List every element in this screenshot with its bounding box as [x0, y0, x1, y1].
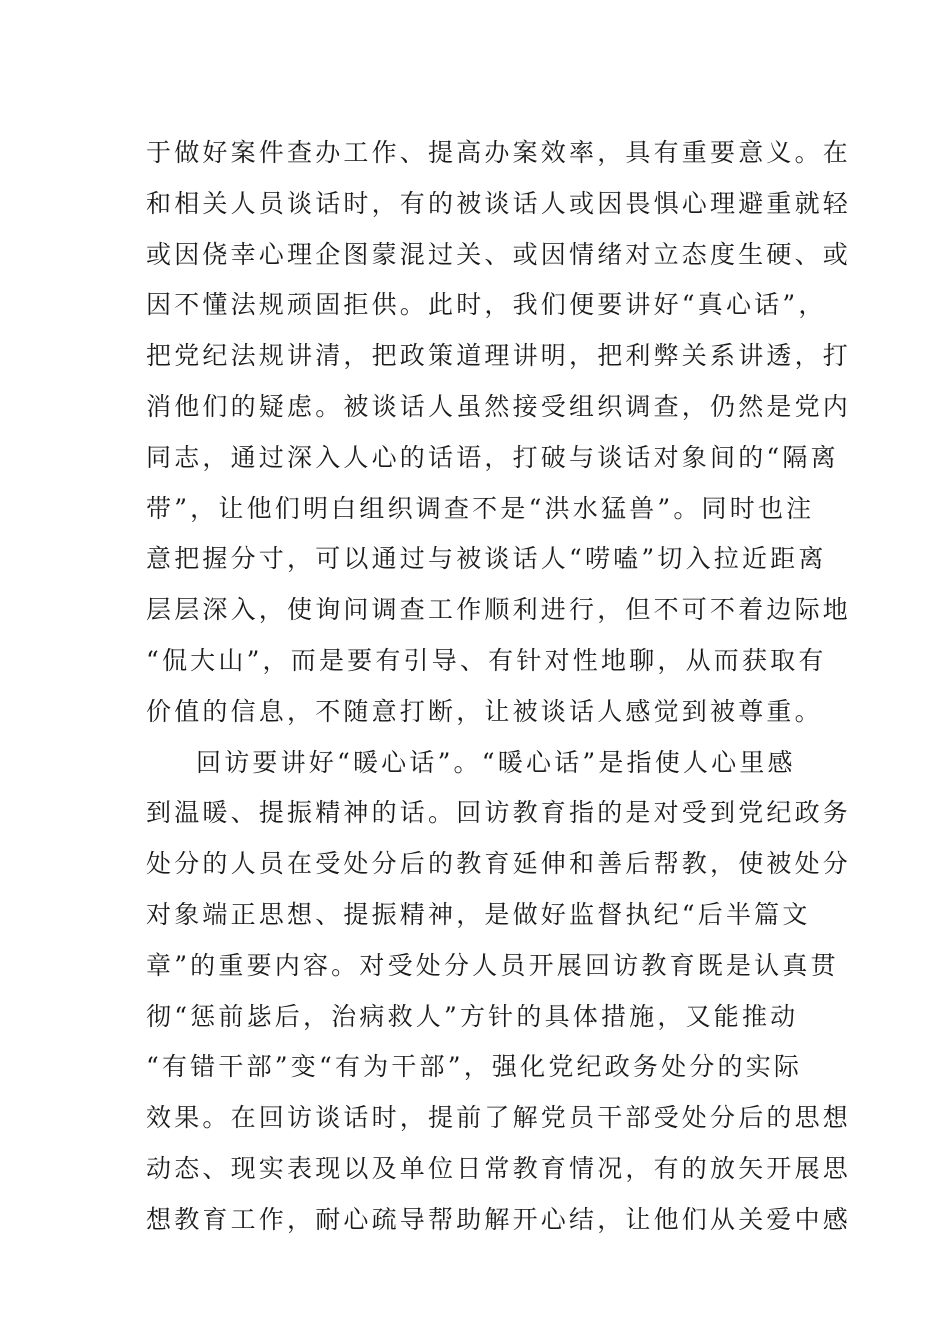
text-line: 和相关人员谈话时，有的被谈话人或因畏惧心理避重就轻	[146, 188, 852, 218]
text-line: 意把握分寸，可以通过与被谈话人“唠嗑”切入拉近距离	[146, 544, 827, 574]
text-line: “侃大山”，而是要有引导、有针对性地聊，从而获取有	[146, 645, 827, 675]
text-line: 于做好案件查办工作、提高办案效率，具有重要意义。在	[146, 138, 852, 167]
text-line: 回访要讲好“暖心话”。“暖心话”是指使人心里感	[196, 747, 796, 777]
text-line: 价值的信息，不随意打断，让被谈话人感觉到被尊重。	[146, 696, 823, 726]
text-line: 因不懂法规顽固拒供。此时，我们便要讲好“真心话”，	[146, 290, 827, 320]
text-line: 带”，让他们明白组织调查不是“洪水猛兽”。同时也注	[146, 493, 815, 523]
text-line: 对象端正思想、提振精神，是做好监督执纪“后半篇文	[146, 899, 811, 929]
text-line: 彻“惩前毖后，治病救人”方针的具体措施，又能推动	[146, 1001, 799, 1031]
text-line: 或因侥幸心理企图蒙混过关、或因情绪对立态度生硬、或	[146, 239, 852, 269]
text-line: 消他们的疑虑。被谈话人虽然接受组织调查，仍然是党内	[146, 391, 852, 421]
text-line: “有错干部”变“有为干部”，强化党纪政务处分的实际	[146, 1052, 803, 1082]
text-line: 动态、现实表现以及单位日常教育情况，有的放矢开展思	[146, 1153, 852, 1183]
text-line: 处分的人员在受处分后的教育延伸和善后帮教，使被处分	[146, 849, 852, 879]
text-line: 层层深入，使询问调查工作顺利进行，但不可不着边际地	[146, 595, 852, 625]
text-line: 同志，通过深入人心的话语，打破与谈话对象间的“隔离	[146, 442, 839, 472]
text-line: 把党纪法规讲清，把政策道理讲明，把利弊关系讲透，打	[146, 341, 852, 371]
body-text	[146, 128, 852, 1246]
text-line: 想教育工作，耐心疏导帮助解开心结，让他们从关爱中感	[146, 1204, 852, 1234]
paragraph-2	[146, 738, 852, 1246]
text-line: 到温暖、提振精神的话。回访教育指的是对受到党纪政务	[146, 798, 852, 828]
paragraph-1	[146, 128, 852, 738]
text-line: 效果。在回访谈话时，提前了解党员干部受处分后的思想	[146, 1103, 852, 1133]
text-line: 章”的重要内容。对受处分人员开展回访教育既是认真贯	[146, 950, 839, 980]
